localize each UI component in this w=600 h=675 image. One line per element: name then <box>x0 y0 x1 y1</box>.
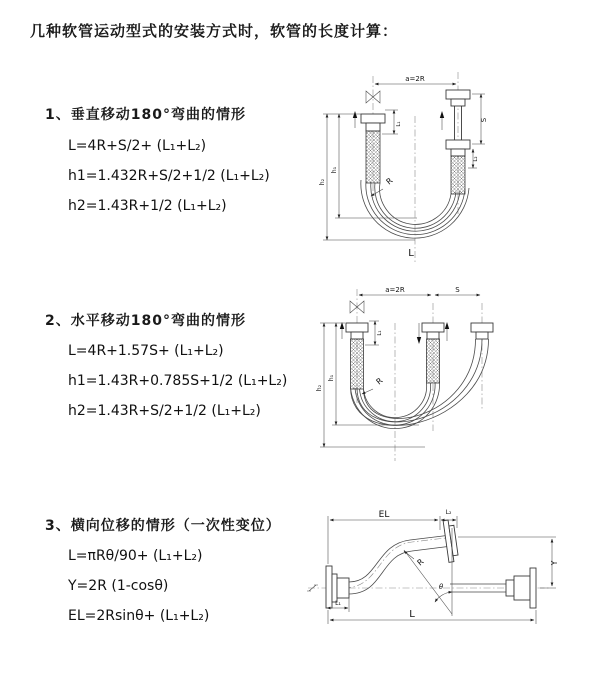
up-arrow-icon <box>353 111 357 118</box>
radius-label: R <box>384 176 395 187</box>
dim-h2-label: h₂ <box>316 384 323 392</box>
up-arrow-icon <box>440 111 444 118</box>
down-arrow-icon <box>417 337 421 344</box>
section-1-formula-h2: h2=1.43R+1/2 (L₁+L₂) <box>68 198 227 214</box>
diagram-3-svg <box>300 502 588 647</box>
page-title: 几种软管运动型式的安装方式时，软管的长度计算： <box>30 22 399 40</box>
dim-y-label: Y <box>550 560 559 566</box>
section-2-heading: 2、水平移动180°弯曲的情形 <box>45 313 246 329</box>
section-2-formula-h1: h1=1.43R+0.785S+1/2 (L₁+L₂) <box>68 373 288 389</box>
dim-el-label: EL <box>378 510 390 520</box>
dim-l1-label: L₁ <box>377 330 383 336</box>
dim-a2r-label: a=2R <box>405 75 425 83</box>
section-3-heading: 3、横向位移的情形（一次性变位） <box>45 518 281 534</box>
dim-l1-label: L₁ <box>335 600 341 607</box>
diagram-vertical-180-bend <box>318 70 586 268</box>
dim-l2-label: L₂ <box>473 156 479 162</box>
diagram-lateral-displacement <box>300 502 588 647</box>
radius-label: R <box>374 376 385 387</box>
dim-l1-label: L₁ <box>396 121 402 127</box>
dim-a2r-label: a=2R <box>385 286 405 294</box>
section-3-formula-EL: EL=2Rsinθ+ (L₁+L₂) <box>68 608 210 624</box>
section-3-formula-L: L=πRθ/90+ (L₁+L₂) <box>68 548 203 564</box>
section-3-formula-Y: Y=2R (1-cosθ) <box>68 578 169 594</box>
dim-h1-label: h₁ <box>331 166 338 174</box>
length-label: L <box>408 248 414 259</box>
up-arrow-icon <box>445 322 449 329</box>
diagram-2-svg <box>315 283 587 468</box>
section-1-formula-h1: h1=1.432R+S/2+1/2 (L₁+L₂) <box>68 168 270 184</box>
dim-s-label: S <box>455 286 460 294</box>
section-2-formula-h2: h2=1.43R+S/2+1/2 (L₁+L₂) <box>68 403 261 419</box>
dim-h1-label: h₁ <box>328 374 335 382</box>
dim-l2-label: L₂ <box>445 509 452 516</box>
radius-label: R <box>415 557 426 568</box>
diagram-horizontal-180-bend <box>315 283 587 468</box>
dim-s-label: S <box>480 117 488 123</box>
dim-h2-label: h₂ <box>319 178 326 186</box>
dim-theta-label: θ <box>438 583 444 591</box>
section-1-formula-L: L=4R+S/2+ (L₁+L₂) <box>68 138 207 154</box>
section-2-formula-L: L=4R+1.57S+ (L₁+L₂) <box>68 343 224 359</box>
section-1-heading: 1、垂直移动180°弯曲的情形 <box>45 107 246 123</box>
length-label: L <box>409 609 415 620</box>
diagram-1-svg <box>318 70 586 268</box>
